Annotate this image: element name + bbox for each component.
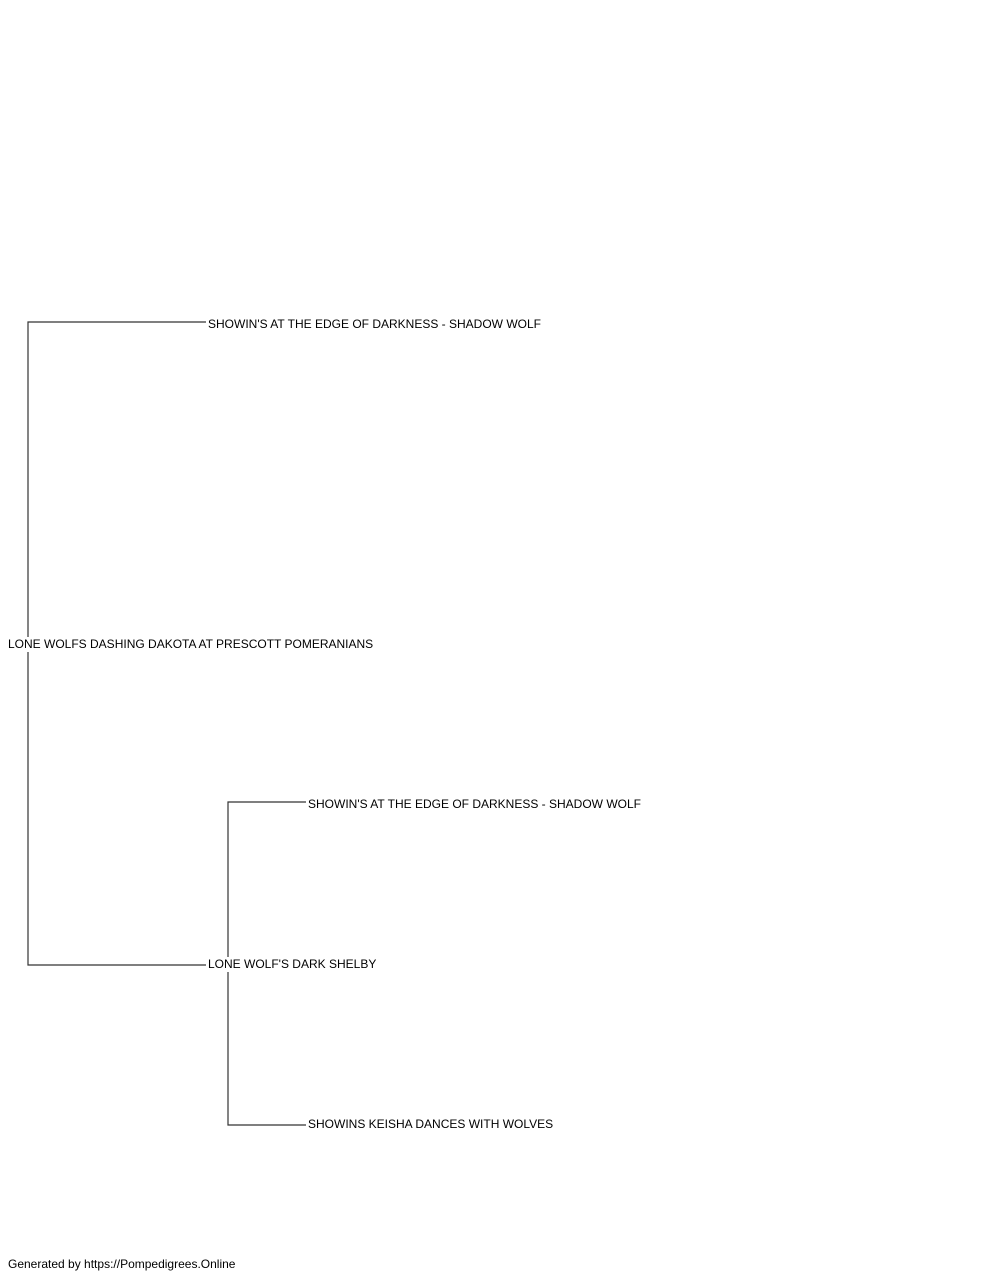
connector-dam-sire (228, 802, 306, 957)
subject-dog-name: LONE WOLFS DASHING DAKOTA AT PRESCOTT POMERANIANS (8, 637, 374, 651)
connector-subject-sire (28, 322, 206, 637)
dam-sire-name: SHOWIN'S AT THE EDGE OF DARKNESS - SHADOW WOLF (308, 797, 641, 811)
dam-name: LONE WOLF'S DARK SHELBY (208, 957, 377, 971)
dam-dam-name: SHOWINS KEISHA DANCES WITH WOLVES (308, 1117, 554, 1131)
connector-dam-dam (228, 972, 306, 1125)
connector-subject-dam (28, 652, 206, 965)
generated-by-footer: Generated by https://Pompedigrees.Online (8, 1257, 236, 1271)
sire-name: SHOWIN'S AT THE EDGE OF DARKNESS - SHADOW WOLF (208, 317, 541, 331)
